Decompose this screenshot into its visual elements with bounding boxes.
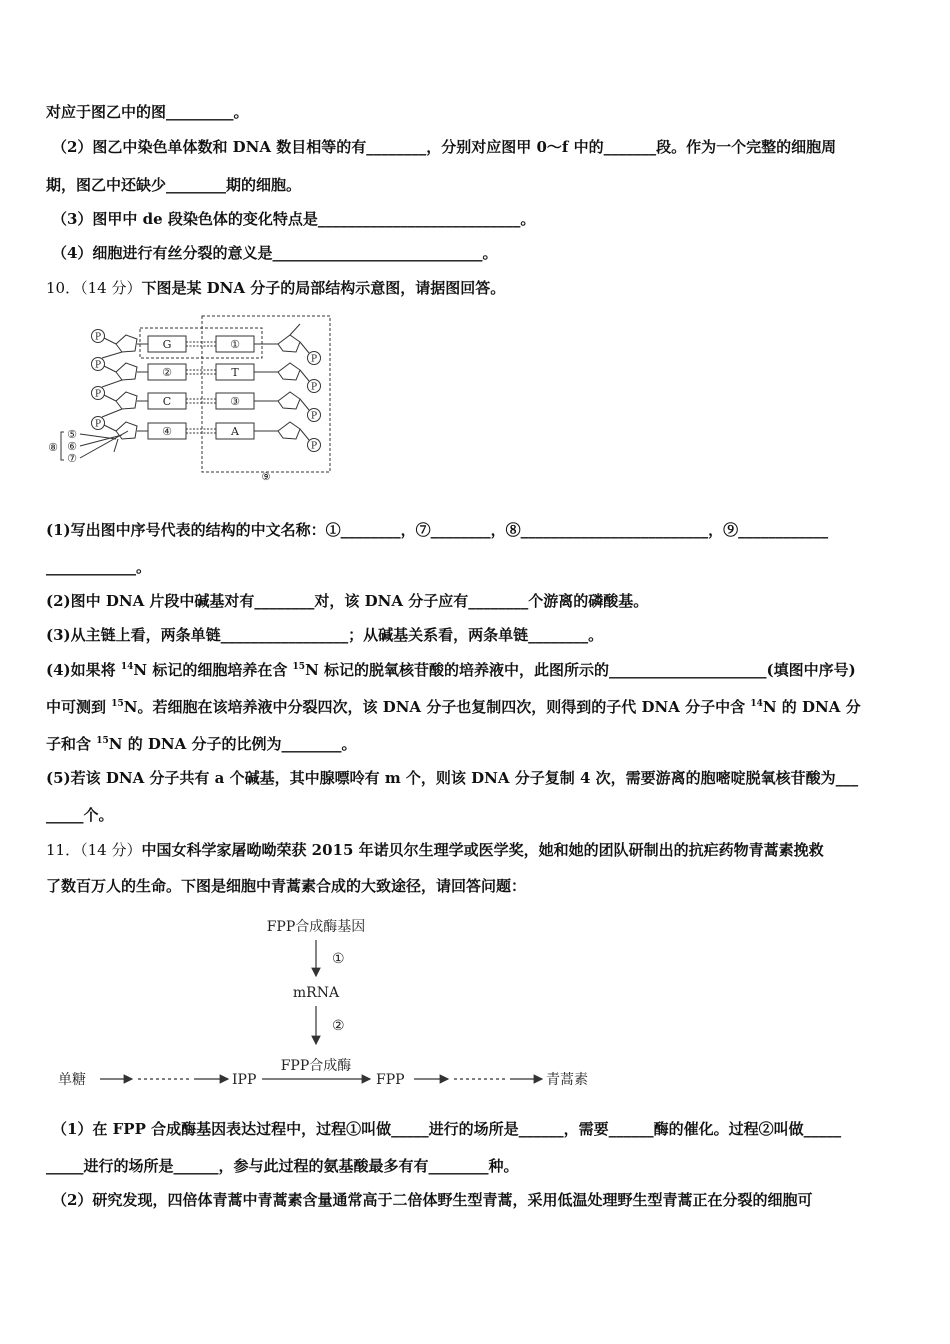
question-stem: 中国女科学家屠呦呦荣获 2015 年诺贝尔生理学或医学奖，她和她的团队研制出的抗疟药物青蒿素挽救 <box>141 841 824 859</box>
backbone-bond <box>300 342 309 353</box>
backbone-bond <box>102 352 122 358</box>
backbone-bond <box>102 380 122 387</box>
base-label-left: G <box>162 338 172 351</box>
base-label-right: T <box>231 366 239 379</box>
question-9-4: （4）细胞进行有丝分裂的意义是____________________________。 <box>52 244 498 262</box>
deoxyribose-left <box>116 335 137 352</box>
phosphate-label: P <box>94 389 102 400</box>
phosphate-label: P <box>310 354 318 365</box>
base-label-right: A <box>231 425 239 438</box>
question-number: 11．（14 分） <box>46 841 142 859</box>
superscript: 15 <box>111 699 124 709</box>
dna-structure-diagram <box>44 312 344 484</box>
deoxyribose-left <box>116 363 137 380</box>
question-11-2: （2）研究发现，四倍体青蒿中青蒿素含量通常高于二倍体野生型青蒿，采用低温处理野生型青蒿正在分裂的细胞可 <box>52 1191 813 1209</box>
backbone-bond <box>300 399 309 410</box>
question-stem: 下图是某 DNA 分子的局部结构示意图，请据图回答。 <box>141 279 506 297</box>
deoxyribose-right <box>278 422 300 439</box>
base-label-left: ② <box>162 366 172 379</box>
text-line <box>46 734 357 754</box>
base-label-left: ④ <box>162 425 172 438</box>
phosphate-label: P <box>94 332 102 343</box>
step-1-label: ① <box>332 951 345 967</box>
monosaccharide-label: 单糖 <box>58 1072 86 1088</box>
question-11-header <box>46 840 824 860</box>
text-line: 了数百万人的生命。下图是细胞中青蒿素合成的大致途径，请回答问题： <box>46 877 527 895</box>
question-10-header <box>46 278 505 298</box>
artemisinin-pathway-diagram <box>50 910 610 1090</box>
text-span: 中可测到 <box>46 698 112 716</box>
question-10-3: (3)从主链上看，两条单链_________________；从碱基关系看，两条单链________。 <box>46 626 604 644</box>
label-8: ⑧ <box>48 441 58 454</box>
mrna-label: mRNA <box>292 985 340 1001</box>
backbone-bond <box>300 429 309 440</box>
phosphate-label: P <box>94 419 102 430</box>
deoxyribose-right <box>278 335 300 352</box>
phosphate-label: P <box>310 441 318 452</box>
phosphate-label: P <box>310 411 318 422</box>
deoxyribose-left <box>116 392 137 409</box>
nucleotide-part-label: ⑦ <box>67 452 77 465</box>
base-label-right: ① <box>230 338 240 351</box>
superscript: 15 <box>292 662 306 672</box>
text-line: ____________。 <box>46 558 152 576</box>
nucleotide-part-label: ⑤ <box>67 428 77 441</box>
deoxyribose-right <box>278 363 300 380</box>
text-span: N 标记的细胞培养在含 <box>133 661 293 679</box>
backbone-bond <box>104 366 116 372</box>
text-span: 子和含 <box>46 735 97 753</box>
text-line <box>46 697 861 717</box>
text-span: N。若细胞在该培养液中分裂四次，该 DNA 分子也复制四次，则得到的子代 DNA 分子中含 <box>123 698 751 716</box>
superscript: 14 <box>750 699 763 709</box>
base-label-right: ③ <box>230 395 240 408</box>
text-span: N 标记的脱氧核苷酸的培养液中，此图所示的_____________________(填图中序号) <box>305 661 856 679</box>
phosphate-label: P <box>310 382 318 393</box>
deoxyribose-right <box>278 392 300 409</box>
bracket-8 <box>61 432 64 460</box>
enzyme-label: FPP合成酶 <box>280 1058 352 1074</box>
step-2-label: ② <box>332 1018 345 1034</box>
ipp-label: IPP <box>232 1072 257 1088</box>
backbone-bond <box>290 324 300 335</box>
text-line: _____个。 <box>46 806 114 824</box>
backbone-bond <box>104 338 116 344</box>
question-10-4 <box>46 660 856 680</box>
text-span: (4)如果将 <box>46 661 121 679</box>
label-9: ⑨ <box>261 472 271 483</box>
question-9-2: （2）图乙中染色单体数和 DNA 数目相等的有________，分别对应图甲 0～f 中的_______段。作为一个完整的细胞周 <box>52 138 837 156</box>
backbone-bond <box>102 409 122 417</box>
backbone-bond <box>114 439 118 452</box>
phosphate-label: P <box>94 360 102 371</box>
question-10-2: (2)图中 DNA 片段中碱基对有________对，该 DNA 分子应有________个游离的磷酸基。 <box>46 592 649 610</box>
nucleotide-part-label: ⑥ <box>67 440 77 453</box>
backbone-bond <box>300 370 309 381</box>
artemisinin-label: 青蒿素 <box>546 1072 588 1088</box>
question-10-1: (1)写出图中序号代表的结构的中文名称：①________，⑦________，⑧_________________________，⑨____________ <box>46 521 829 539</box>
fpp-label: FPP <box>376 1072 405 1088</box>
superscript: 15 <box>96 736 109 746</box>
text-span: N 的 DNA 分 <box>762 698 861 716</box>
question-number: 10．（14 分） <box>46 279 142 297</box>
superscript: 14 <box>120 662 134 672</box>
gene-label: FPP合成酶基因 <box>266 919 366 935</box>
base-label-left: C <box>162 395 172 408</box>
question-11-1: （1）在 FPP 合成酶基因表达过程中，过程①叫做_____进行的场所是______，需要______酶的催化。过程②叫做_____ <box>52 1120 842 1138</box>
text-line: 期，图乙中还缺少________期的细胞。 <box>46 176 302 194</box>
text-line: 对应于图乙中的图_________。 <box>46 103 249 121</box>
backbone-bond <box>104 395 116 401</box>
text-span: N 的 DNA 分子的比例为________。 <box>108 735 357 753</box>
question-9-3: （3）图甲中 de 段染色体的变化特点是___________________________。 <box>52 210 536 228</box>
text-line: _____进行的场所是______，参与此过程的氨基酸最多有有________种。 <box>46 1157 519 1175</box>
question-10-5: (5)若该 DNA 分子共有 a 个碱基，其中腺嘌呤有 m 个，则该 DNA 分子复制 4 次，需要游离的胞嘧啶脱氧核苷酸为___ <box>46 769 859 787</box>
backbone-bond <box>104 425 116 431</box>
